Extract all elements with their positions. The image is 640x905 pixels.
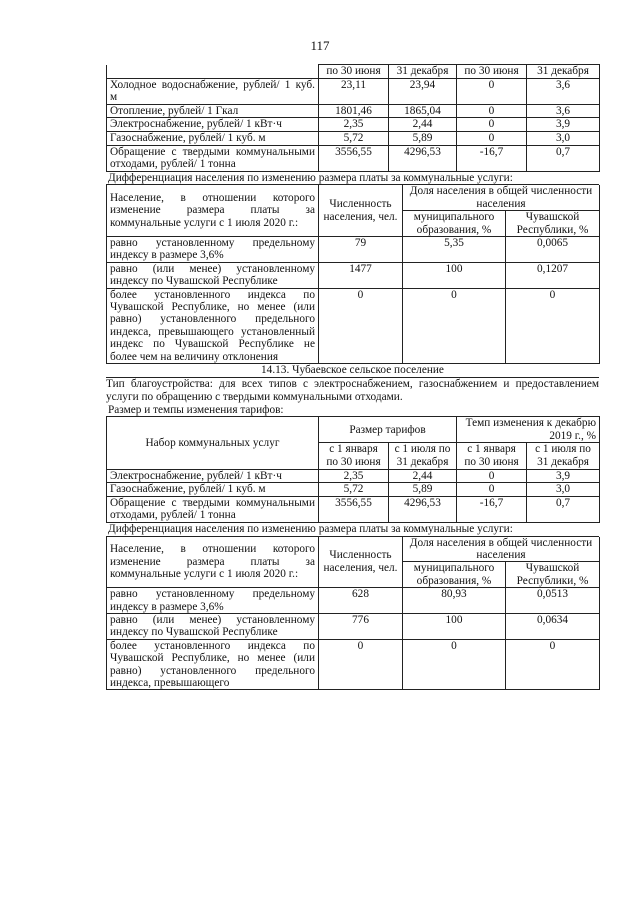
row-label: равно установленному предельному индексу в размере 3,6% bbox=[107, 588, 319, 614]
table-cell: 5,72 bbox=[319, 131, 389, 145]
table-cell: 0 bbox=[403, 288, 506, 363]
table-cell: 3,6 bbox=[527, 104, 600, 118]
table-cell: 0 bbox=[457, 118, 527, 132]
table-cell: 0,7 bbox=[527, 145, 600, 171]
table-cell: 100 bbox=[403, 262, 506, 288]
table-row bbox=[107, 483, 600, 497]
row-label: равно установленному предельному индексу в размере 3,6% bbox=[107, 236, 319, 262]
table-cell: 0,0634 bbox=[506, 614, 600, 640]
row-label: более установленного индекса по Чувашской Республике, но менее (или равно) установленного предельного индекса, превышающего bbox=[107, 639, 319, 690]
table-row bbox=[107, 78, 600, 104]
table-cell: 1801,46 bbox=[319, 104, 389, 118]
table-cell: 5,89 bbox=[389, 131, 457, 145]
row-label: Газоснабжение, рублей/ 1 куб. м bbox=[107, 131, 319, 145]
differentiation-title: Дифференциация населения по изменению размера платы за коммунальные услуги: bbox=[106, 172, 599, 186]
differentiation-table bbox=[106, 537, 600, 691]
table-row bbox=[107, 639, 600, 690]
table-cell: 2,44 bbox=[389, 118, 457, 132]
table-cell: 0,0513 bbox=[506, 588, 600, 614]
table-cell: 0,1207 bbox=[506, 262, 600, 288]
count-header: Численность населения, чел. bbox=[319, 185, 403, 236]
period-header: с 1 июля по 31 декабря bbox=[389, 443, 457, 469]
table-cell: 79 bbox=[319, 236, 403, 262]
table-header-cell: по 30 июня bbox=[319, 65, 389, 79]
table-cell: -16,7 bbox=[457, 496, 527, 522]
table-cell: 4296,53 bbox=[389, 496, 457, 522]
table-row bbox=[107, 614, 600, 640]
row-label: равно (или менее) установленному индексу по Чувашской Республике bbox=[107, 262, 319, 288]
table-cell: 0,7 bbox=[527, 496, 600, 522]
table-cell: 0 bbox=[457, 469, 527, 483]
change-rate-header: Темп изменения к декабрю 2019 г., % bbox=[457, 417, 600, 443]
republic-header: Чувашской Республики, % bbox=[506, 562, 600, 588]
republic-header: Чувашской Республики, % bbox=[506, 211, 600, 237]
table-cell: 0 bbox=[403, 639, 506, 690]
tariff-table-continued bbox=[106, 64, 600, 172]
period-header: с 1 января по 30 июня bbox=[319, 443, 389, 469]
period-header: с 1 января по 30 июня bbox=[457, 443, 527, 469]
table-row bbox=[107, 131, 600, 145]
table-cell: 0 bbox=[457, 131, 527, 145]
table-cell: 3556,55 bbox=[319, 145, 389, 171]
table-header-row bbox=[107, 65, 600, 79]
table-row bbox=[107, 588, 600, 614]
row-label: Электроснабжение, рублей/ 1 кВт·ч bbox=[107, 469, 319, 483]
table-cell: 3,6 bbox=[527, 78, 600, 104]
table-cell: 3556,55 bbox=[319, 496, 389, 522]
share-header: Доля населения в общей численности населения bbox=[403, 537, 600, 562]
municipal-header: муниципального образования, % bbox=[403, 211, 506, 237]
table-cell: 3,9 bbox=[527, 118, 600, 132]
table-header-cell: по 30 июня bbox=[457, 65, 527, 79]
table-cell: 0 bbox=[506, 639, 600, 690]
table-cell: 0 bbox=[457, 78, 527, 104]
table-cell: 0 bbox=[457, 104, 527, 118]
improvement-type-text: Тип благоустройства: для всех типов с электроснабжением, газоснабжением и предоставлением услуги по обращению с твердыми коммунальными отходами. bbox=[106, 378, 599, 403]
period-header: с 1 июля по 31 декабря bbox=[527, 443, 600, 469]
differentiation-title: Дифференциация населения по изменению размера платы за коммунальные услуги: bbox=[106, 523, 599, 537]
table-cell: 5,35 bbox=[403, 236, 506, 262]
table-cell: 0 bbox=[506, 288, 600, 363]
row-label: Отопление, рублей/ 1 Гкал bbox=[107, 104, 319, 118]
table-cell: 1477 bbox=[319, 262, 403, 288]
table-row bbox=[107, 118, 600, 132]
table-cell: 2,35 bbox=[319, 118, 389, 132]
table-cell: 5,72 bbox=[319, 483, 389, 497]
table-row bbox=[107, 469, 600, 483]
table-cell: 23,94 bbox=[389, 78, 457, 104]
population-header: Население, в отношении которого изменение размера платы за коммунальные услуги с 1 июля 2020 г.: bbox=[107, 185, 319, 236]
table-cell: 3,0 bbox=[527, 131, 600, 145]
table-cell: 80,93 bbox=[403, 588, 506, 614]
table-row bbox=[107, 145, 600, 171]
row-label: Холодное водоснабжение, рублей/ 1 куб. м bbox=[107, 78, 319, 104]
table-cell: 0 bbox=[457, 483, 527, 497]
tariff-table bbox=[106, 416, 600, 523]
continued-tariff-block bbox=[106, 64, 599, 690]
table-cell: 23,11 bbox=[319, 78, 389, 104]
table-cell: -16,7 bbox=[457, 145, 527, 171]
row-label: Обращение с твердыми коммунальными отходами, рублей/ 1 тонна bbox=[107, 145, 319, 171]
table-cell: 3,9 bbox=[527, 469, 600, 483]
table-cell: 0,0065 bbox=[506, 236, 600, 262]
table-cell: 2,44 bbox=[389, 469, 457, 483]
table-cell: 628 bbox=[319, 588, 403, 614]
table-cell: 0 bbox=[319, 639, 403, 690]
population-header: Население, в отношении которого изменение размера платы за коммунальные услуги с 1 июля 2020 г.: bbox=[107, 537, 319, 588]
table-cell: 3,0 bbox=[527, 483, 600, 497]
row-label: Газоснабжение, рублей/ 1 куб. м bbox=[107, 483, 319, 497]
table-row bbox=[107, 262, 600, 288]
table-row bbox=[107, 288, 600, 363]
row-label: Обращение с твердыми коммунальными отходами, рублей/ 1 тонна bbox=[107, 496, 319, 522]
row-label: более установленного индекса по Чувашской Республике, но менее (или равно) установленного предельного индекса, превышающего установленный индекс по Чувашской Республике не более чем на величину отклонения bbox=[107, 288, 319, 363]
page-number: 117 bbox=[310, 38, 330, 53]
table-row bbox=[107, 236, 600, 262]
table-header-cell: 31 декабря bbox=[389, 65, 457, 79]
table-cell: 1865,04 bbox=[389, 104, 457, 118]
tariff-size-header: Размер тарифов bbox=[319, 417, 457, 443]
table-cell: 0 bbox=[319, 288, 403, 363]
count-header: Численность населения, чел. bbox=[319, 537, 403, 588]
municipal-header: муниципального образования, % bbox=[403, 562, 506, 588]
section-title: 14.13. Чубаевское сельское поселение bbox=[106, 364, 599, 378]
table-cell: 5,89 bbox=[389, 483, 457, 497]
services-header: Набор коммунальных услуг bbox=[107, 417, 319, 469]
row-label: равно (или менее) установленному индексу по Чувашской Республике bbox=[107, 614, 319, 640]
table-row bbox=[107, 104, 600, 118]
table-row bbox=[107, 496, 600, 522]
table-cell: 2,35 bbox=[319, 469, 389, 483]
share-header: Доля населения в общей численности населения bbox=[403, 185, 600, 210]
differentiation-table bbox=[106, 185, 600, 364]
table-cell: 776 bbox=[319, 614, 403, 640]
table-cell: 4296,53 bbox=[389, 145, 457, 171]
tariffs-title: Размер и темпы изменения тарифов: bbox=[108, 403, 284, 416]
table-cell: 100 bbox=[403, 614, 506, 640]
table-header-cell: 31 декабря bbox=[527, 65, 600, 79]
row-label: Электроснабжение, рублей/ 1 кВт·ч bbox=[107, 118, 319, 132]
